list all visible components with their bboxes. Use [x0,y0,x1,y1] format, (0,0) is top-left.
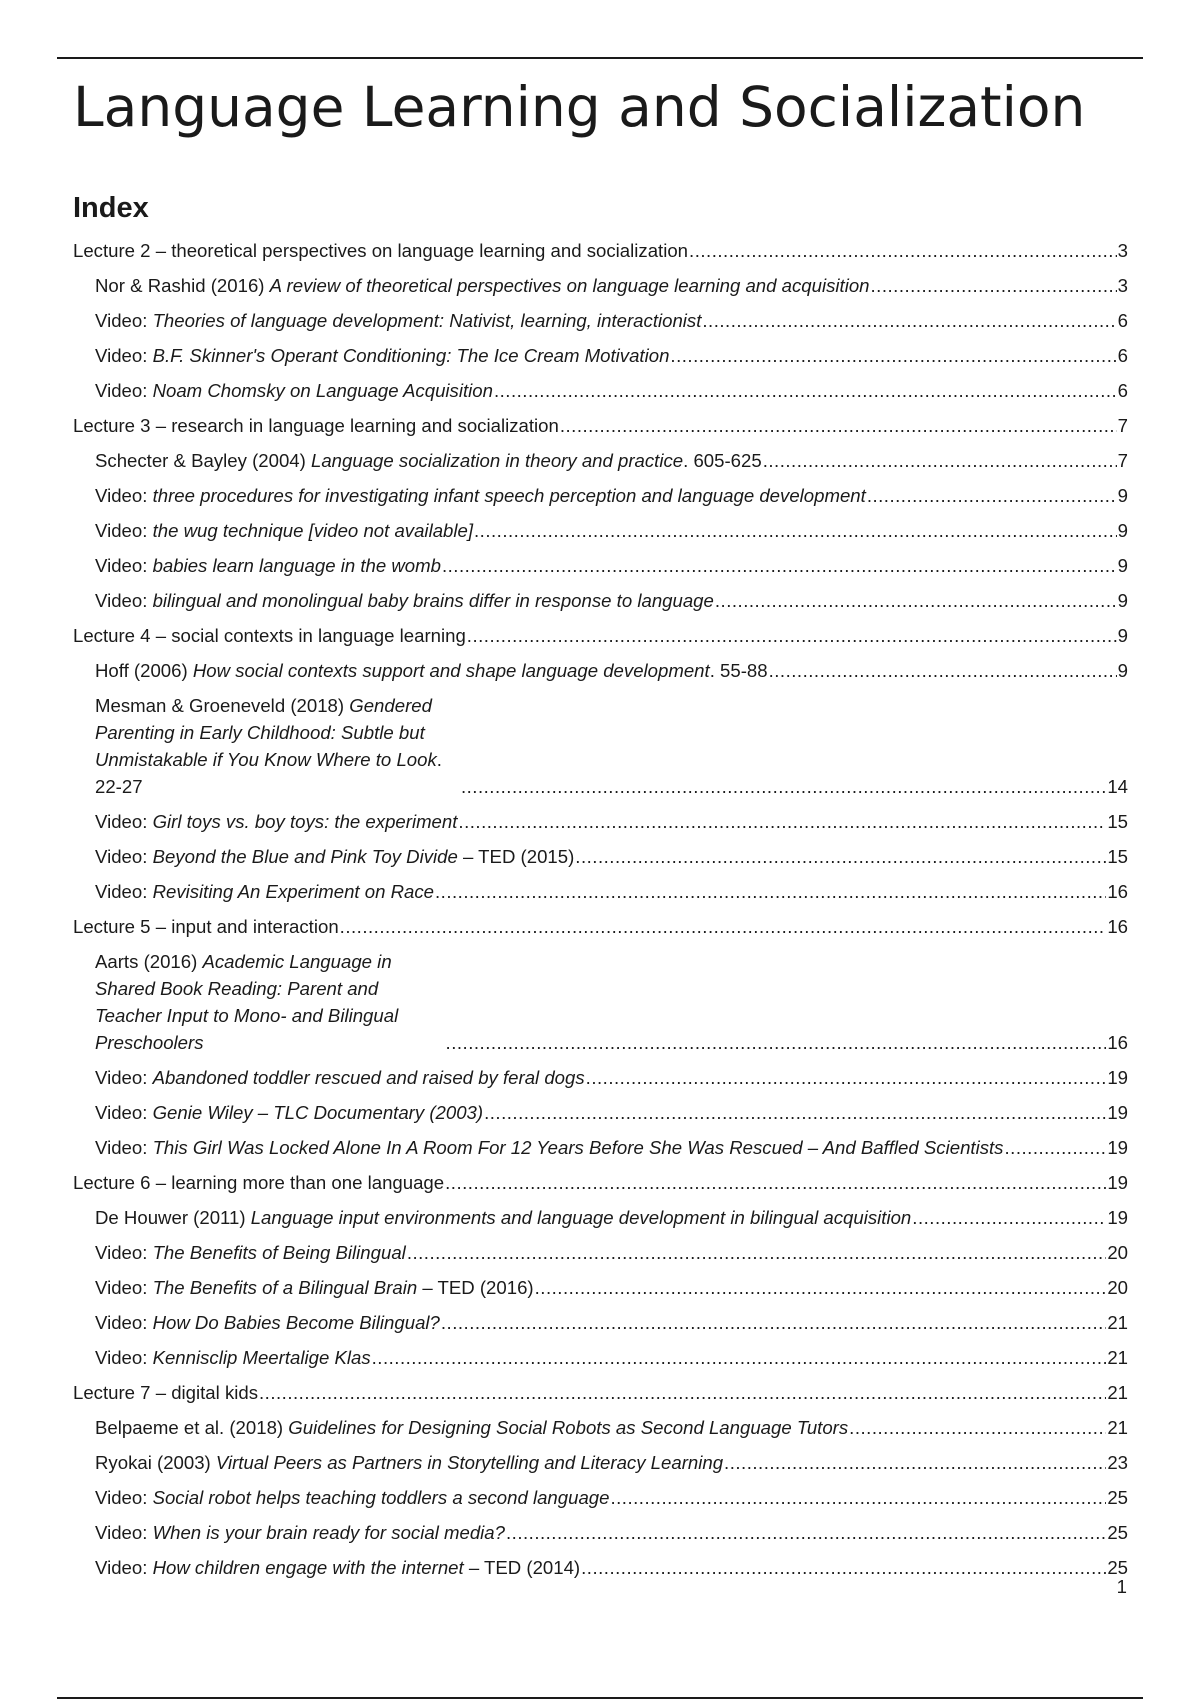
toc-entry-prefix: Video: [95,846,153,867]
toc-entry-title: How children engage with the internet [152,1557,464,1578]
toc-entry-title: babies learn language in the womb [152,555,441,576]
toc-entry-prefix: Video: [95,310,153,331]
toc-entry-text [73,1379,258,1406]
toc-entry-text [73,622,466,649]
toc-entry-title: Language socialization in theory and practice [311,450,684,471]
toc-sub-entry[interactable] [95,272,1128,299]
dot-leader [714,587,1117,614]
toc-sub-entry[interactable] [95,307,1128,334]
toc-lecture-entry[interactable] [73,622,1128,649]
toc-entry-title: Guidelines for Designing Social Robots as Second Language Tutors [288,1417,849,1438]
toc-entry-title: When is your brain ready for social media? [152,1522,505,1543]
toc-entry-title: Abandoned toddler rescued and raised by feral dogs [152,1067,585,1088]
bottom-rule [57,1697,1143,1699]
toc-page-number: 23 [1107,1452,1128,1473]
toc-sub-entry[interactable] [95,1414,1128,1441]
toc-entry-prefix: Lecture 4 – social contexts in language learning [73,625,466,646]
dot-leader [911,1204,1106,1231]
dot-leader [534,1274,1107,1301]
toc-entry-prefix: Video: [95,590,153,611]
toc-entry-title: This Girl Was Locked Alone In A Room For 12 Years Before She Was Rescued – And Baffled Scientists [152,1137,1004,1158]
toc-page-number: 16 [1107,916,1128,937]
toc-entry-suffix: . 22-27 [95,749,442,797]
dot-leader [445,1029,1107,1056]
toc-page-number: 25 [1107,1522,1128,1543]
dot-leader [609,1484,1106,1511]
toc-sub-entry[interactable] [95,1484,1128,1511]
toc-entry-title: B.F. Skinner's Operant Conditioning: The Ice Cream Motivation [152,345,670,366]
dot-leader [466,622,1117,649]
toc-entry-title: Virtual Peers as Partners in Storytelling and Literacy Learning [215,1452,724,1473]
toc-entry-title: Revisiting An Experiment on Race [152,881,435,902]
toc-entry-prefix: Aarts (2016) [95,951,203,972]
dot-leader [339,913,1107,940]
toc-page-number: 19 [1107,1172,1128,1193]
toc-page-number: 9 [1117,590,1128,611]
toc-page-number: 6 [1117,345,1128,366]
toc-entry-prefix: Hoff (2006) [95,660,193,681]
toc-entry-text [95,1449,723,1476]
dot-leader [701,307,1116,334]
toc-entry-text [95,517,473,544]
toc-sub-entry[interactable] [95,1344,1128,1371]
toc-entry-text [95,342,669,369]
toc-entry-text [95,552,441,579]
toc-entry-text [95,948,445,1056]
toc-entry-prefix: Video: [95,811,153,832]
toc-entry-prefix: De Houwer (2011) [95,1207,251,1228]
toc-sub-entry[interactable] [95,482,1128,509]
toc-lecture-entry[interactable] [73,1169,1128,1196]
toc-entry-title: three procedures for investigating infant speech perception and language development [152,485,866,506]
toc-sub-entry[interactable] [95,1449,1128,1476]
toc-entry-suffix: . 55-88 [709,660,768,681]
toc-entry-prefix: Video: [95,1557,153,1578]
toc-entry-text [95,808,457,835]
toc-entry-text [95,1344,371,1371]
dot-leader [444,1169,1106,1196]
dot-leader [688,237,1117,264]
toc-sub-entry[interactable] [95,1064,1128,1091]
dot-leader [580,1554,1106,1581]
toc-entry-text [95,482,866,509]
toc-lecture-entry[interactable] [73,412,1128,439]
toc-sub-entry[interactable] [95,1519,1128,1546]
toc-sub-entry[interactable] [95,1554,1128,1581]
toc-sub-entry[interactable] [95,342,1128,369]
toc-entry-prefix: Video: [95,520,153,541]
dot-leader [505,1519,1106,1546]
toc-page-number: 21 [1107,1347,1128,1368]
toc-entry-suffix: – TED (2016) [417,1277,534,1298]
toc-entry-title: Social robot helps teaching toddlers a second language [152,1487,610,1508]
toc-sub-entry[interactable] [95,552,1128,579]
toc-sub-entry[interactable] [95,1239,1128,1266]
toc-page-number: 21 [1107,1312,1128,1333]
dot-leader [434,878,1106,905]
toc-entry-title: Academic Language in Shared Book Reading: Parent and Teacher Input to Mono- and Bilingual Preschoolers [95,951,399,1053]
toc-entry-text [95,1309,440,1336]
toc-sub-entry[interactable] [95,808,1128,835]
toc-page-number: 6 [1117,380,1128,401]
dot-leader [1003,1134,1106,1161]
toc-entry-prefix: Belpaeme et al. (2018) [95,1417,289,1438]
toc-entry-text [95,1134,1003,1161]
toc-sub-entry[interactable] [95,948,1128,1056]
toc-entry-prefix: Lecture 6 – learning more than one language [73,1172,445,1193]
toc-entry-title: Language input environments and language development in bilingual acquisition [250,1207,912,1228]
toc-entry-text [95,692,460,800]
toc-entry-prefix: Video: [95,345,153,366]
toc-entry-title: The Benefits of Being Bilingual [152,1242,406,1263]
toc-entry-title: The Benefits of a Bilingual Brain [152,1277,418,1298]
dot-leader [371,1344,1107,1371]
document-title: Language Learning and Socialization [73,75,1086,139]
toc-page-number: 7 [1117,415,1128,436]
toc-page-number: 21 [1107,1382,1128,1403]
toc-entry-prefix: Video: [95,555,153,576]
toc-lecture-entry[interactable] [73,913,1128,940]
dot-leader [440,1309,1106,1336]
dot-leader [585,1064,1107,1091]
dot-leader [723,1449,1106,1476]
toc-page-number: 20 [1107,1277,1128,1298]
dot-leader [258,1379,1106,1406]
toc-sub-entry[interactable] [95,692,1128,800]
toc-sub-entry[interactable] [95,657,1128,684]
dot-leader [473,517,1117,544]
dot-leader [493,377,1117,404]
toc-sub-entry[interactable] [95,377,1128,404]
toc-entry-text [73,237,688,264]
dot-leader [669,342,1116,369]
toc-entry-title: bilingual and monolingual baby brains differ in response to language [152,590,714,611]
toc-entry-suffix: . 605-625 [683,450,762,471]
dot-leader [762,447,1117,474]
toc-page-number: 15 [1107,846,1128,867]
toc-entry-prefix: Video: [95,1312,153,1333]
toc-entry-text [95,307,701,334]
toc-entry-title: Beyond the Blue and Pink Toy Divide [152,846,458,867]
page-number: 1 [1116,1576,1127,1597]
toc-entry-text [95,1274,534,1301]
toc-entry-text [95,657,768,684]
toc-entry-text [95,1414,848,1441]
toc-entry-text [95,1204,911,1231]
toc-entry-prefix: Ryokai (2003) [95,1452,216,1473]
toc-entry-prefix: Lecture 7 – digital kids [73,1382,259,1403]
toc-page-number: 19 [1107,1067,1128,1088]
table-of-contents [73,237,1128,1581]
toc-page-number: 9 [1117,660,1128,681]
toc-entry-suffix: – TED (2014) [463,1557,581,1578]
toc-entry-text [95,377,493,404]
toc-entry-text [95,1099,483,1126]
toc-page-number: 16 [1107,1032,1128,1053]
toc-page-number: 7 [1117,450,1128,471]
toc-page-number: 3 [1117,275,1128,296]
toc-sub-entry[interactable] [95,1309,1128,1336]
toc-sub-entry[interactable] [95,843,1128,870]
toc-sub-entry[interactable] [95,1099,1128,1126]
toc-entry-prefix: Video: [95,485,153,506]
toc-entry-prefix: Video: [95,1277,153,1298]
toc-page-number: 9 [1117,520,1128,541]
toc-entry-prefix: Video: [95,380,153,401]
toc-entry-prefix: Mesman & Groeneveld (2018) [95,695,350,716]
toc-sub-entry[interactable] [95,1274,1128,1301]
toc-entry-text [95,587,714,614]
toc-entry-prefix: Video: [95,881,153,902]
dot-leader [870,272,1117,299]
toc-entry-prefix: Lecture 3 – research in language learning and socialization [73,415,559,436]
toc-entry-prefix: Nor & Rashid (2016) [95,275,270,296]
toc-entry-text [95,1064,585,1091]
dot-leader [483,1099,1106,1126]
toc-lecture-entry[interactable] [73,237,1128,264]
toc-page-number: 25 [1107,1557,1128,1578]
toc-entry-title: A review of theoretical perspectives on language learning and acquisition [269,275,870,296]
toc-page-number: 19 [1107,1207,1128,1228]
toc-page-number: 19 [1107,1102,1128,1123]
toc-entry-text [95,1519,505,1546]
toc-entry-title: How social contexts support and shape language development [192,660,710,681]
toc-entry-prefix: Video: [95,1102,153,1123]
toc-entry-title: Theories of language development: Nativist, learning, interactionist [152,310,702,331]
toc-page-number: 9 [1117,555,1128,576]
toc-entry-text [95,1484,609,1511]
toc-page-number: 3 [1117,240,1128,261]
toc-sub-entry[interactable] [95,1204,1128,1231]
index-heading: Index [73,192,149,224]
toc-entry-prefix: Video: [95,1242,153,1263]
toc-entry-prefix: Lecture 5 – input and interaction [73,916,339,937]
toc-sub-entry[interactable] [95,878,1128,905]
toc-entry-title: How Do Babies Become Bilingual? [152,1312,440,1333]
toc-entry-prefix: Video: [95,1137,153,1158]
toc-entry-prefix: Video: [95,1347,153,1368]
toc-page-number: 19 [1107,1137,1128,1158]
toc-page-number: 16 [1107,881,1128,902]
toc-entry-prefix: Lecture 2 – theoretical perspectives on language learning and socialization [73,240,689,261]
toc-entry-title: Gendered Parenting in Early Childhood: Subtle but Unmistakable if You Know Where to Look [95,695,437,770]
toc-sub-entry[interactable] [95,1134,1128,1161]
toc-entry-text [95,878,434,905]
dot-leader [457,808,1106,835]
toc-entry-prefix: Video: [95,1522,153,1543]
toc-entry-text [95,1554,580,1581]
toc-page-number: 14 [1107,776,1128,797]
toc-entry-title: Noam Chomsky on Language Acquisition [152,380,493,401]
toc-entry-text [95,447,762,474]
toc-sub-entry[interactable] [95,517,1128,544]
toc-page-number: 20 [1107,1242,1128,1263]
toc-entry-prefix: Schecter & Bayley (2004) [95,450,311,471]
toc-entry-prefix: Video: [95,1487,153,1508]
dot-leader [460,773,1106,800]
toc-entry-text [73,1169,444,1196]
toc-page-number: 15 [1107,811,1128,832]
toc-page-number: 9 [1117,625,1128,646]
toc-entry-title: Kennisclip Meertalige Klas [152,1347,371,1368]
dot-leader [441,552,1117,579]
toc-page-number: 6 [1117,310,1128,331]
toc-entry-text [95,272,870,299]
toc-entry-prefix: Video: [95,1067,153,1088]
toc-page-number: 9 [1117,485,1128,506]
toc-entry-title: Girl toys vs. boy toys: the experiment [152,811,458,832]
toc-entry-title: Genie Wiley – TLC Documentary (2003) [152,1102,484,1123]
toc-lecture-entry[interactable] [73,1379,1128,1406]
top-rule [57,57,1143,59]
dot-leader [768,657,1117,684]
toc-entry-text [95,843,574,870]
toc-entry-text [73,913,339,940]
toc-page-number: 25 [1107,1487,1128,1508]
toc-entry-text [95,1239,406,1266]
dot-leader [559,412,1117,439]
toc-page-number: 21 [1107,1417,1128,1438]
toc-entry-suffix: – TED (2015) [457,846,575,867]
toc-sub-entry[interactable] [95,447,1128,474]
dot-leader [574,843,1106,870]
toc-entry-text [73,412,559,439]
toc-sub-entry[interactable] [95,587,1128,614]
dot-leader [848,1414,1106,1441]
toc-entry-title: the wug technique [video not available] [152,520,474,541]
dot-leader [866,482,1117,509]
dot-leader [406,1239,1107,1266]
